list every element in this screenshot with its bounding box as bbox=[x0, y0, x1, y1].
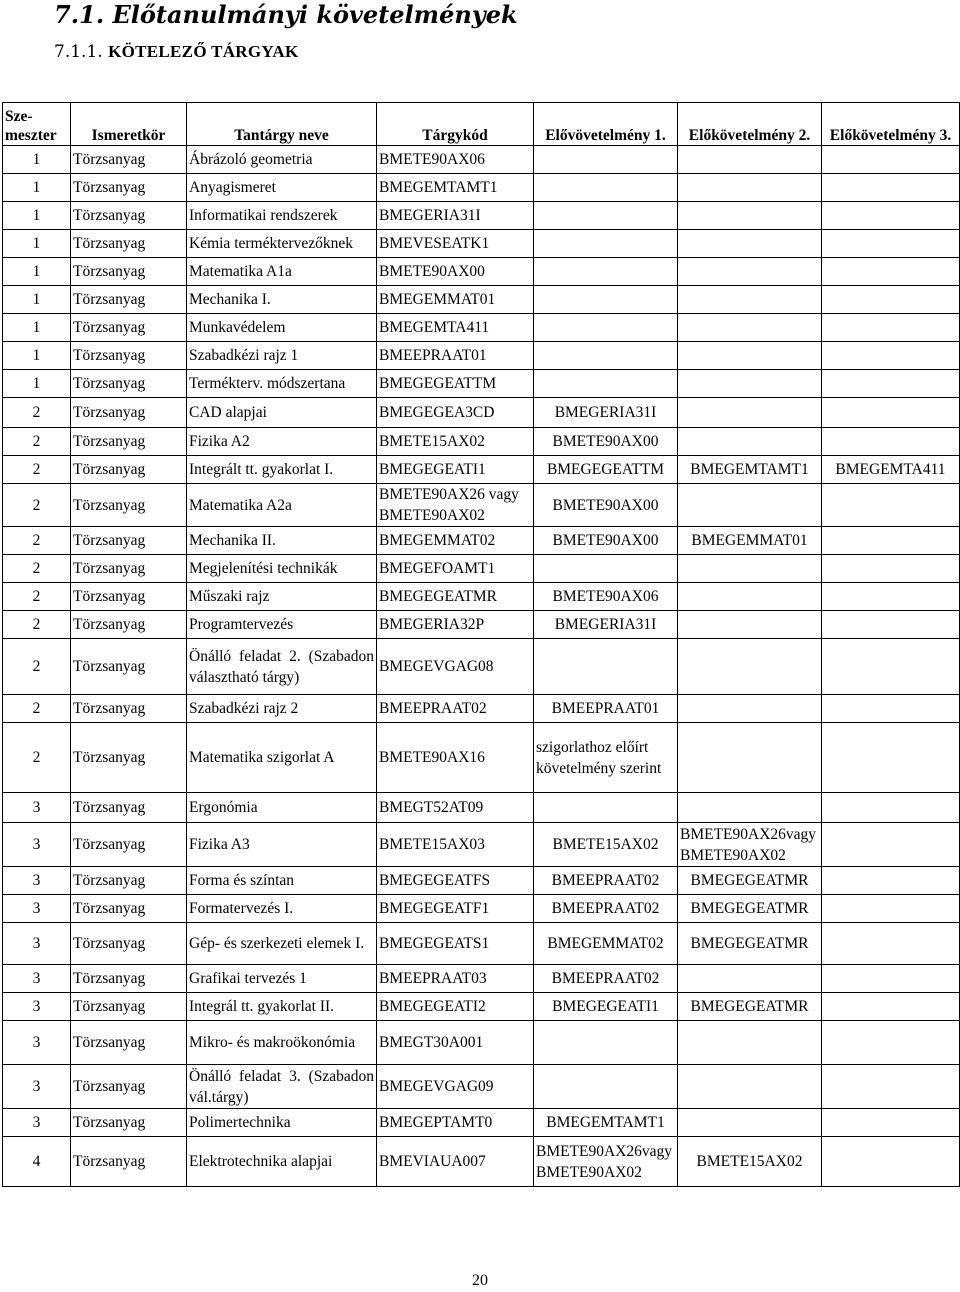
prereq-3-cell: BMEGEMTA411 bbox=[822, 456, 960, 484]
course-code-cell: BMEVIAUA007 bbox=[377, 1137, 534, 1187]
subject-area-cell: Törzsanyag bbox=[71, 398, 187, 428]
prereq-3-cell bbox=[822, 993, 960, 1021]
prereq-3-cell bbox=[822, 230, 960, 258]
prereq-3-cell bbox=[822, 398, 960, 428]
course-name-cell: CAD alapjai bbox=[187, 398, 377, 428]
subject-area-cell: Törzsanyag bbox=[71, 695, 187, 723]
header-prereq-3: Előkövetelmény 3. bbox=[822, 103, 960, 146]
semester-cell: 1 bbox=[3, 146, 71, 174]
subsection-heading bbox=[54, 42, 299, 62]
header-subject-area: Ismeretkör bbox=[71, 103, 187, 146]
prereq-3-cell bbox=[822, 174, 960, 202]
subject-area-cell: Törzsanyag bbox=[71, 370, 187, 398]
prereq-1-cell: BMETE15AX02 bbox=[534, 823, 678, 867]
table-row bbox=[3, 230, 960, 258]
semester-cell: 2 bbox=[3, 723, 71, 793]
table-row bbox=[3, 923, 960, 965]
prereq-1-cell: BMEGERIA31I bbox=[534, 611, 678, 639]
prereq-1-cell: BMEEPRAAT02 bbox=[534, 867, 678, 895]
course-code-cell: BMETE90AX06 bbox=[377, 146, 534, 174]
subject-area-cell: Törzsanyag bbox=[71, 428, 187, 456]
semester-cell: 1 bbox=[3, 258, 71, 286]
semester-cell: 3 bbox=[3, 823, 71, 867]
prereq-1-cell bbox=[534, 202, 678, 230]
prereq-1-cell: szigorlathoz előírt követelmény szerint bbox=[534, 723, 678, 793]
prereq-2-cell bbox=[678, 611, 822, 639]
semester-cell: 3 bbox=[3, 993, 71, 1021]
course-code-cell: BMEGEGEATF1 bbox=[377, 895, 534, 923]
course-name-cell: Integrál tt. gyakorlat II. bbox=[187, 993, 377, 1021]
prereq-3-cell bbox=[822, 258, 960, 286]
course-name-cell: Mikro- és makroökonómia bbox=[187, 1021, 377, 1065]
semester-cell: 3 bbox=[3, 1109, 71, 1137]
prereq-2-cell bbox=[678, 174, 822, 202]
semester-cell: 2 bbox=[3, 456, 71, 484]
prereq-3-cell bbox=[822, 793, 960, 823]
course-code-cell: BMEGT52AT09 bbox=[377, 793, 534, 823]
prereq-2-cell bbox=[678, 555, 822, 583]
subject-area-cell: Törzsanyag bbox=[71, 146, 187, 174]
subject-area-cell: Törzsanyag bbox=[71, 555, 187, 583]
semester-cell: 2 bbox=[3, 428, 71, 456]
prereq-3-cell bbox=[822, 895, 960, 923]
prereq-2-cell: BMEGEGEATMR bbox=[678, 895, 822, 923]
prereq-1-cell bbox=[534, 230, 678, 258]
course-name-cell: Kémia terméktervezőknek bbox=[187, 230, 377, 258]
subject-area-cell: Törzsanyag bbox=[71, 286, 187, 314]
subject-area-cell: Törzsanyag bbox=[71, 867, 187, 895]
prereq-1-cell bbox=[534, 314, 678, 342]
course-name-cell: Matematika A1a bbox=[187, 258, 377, 286]
prereq-3-cell bbox=[822, 527, 960, 555]
prereq-3-cell bbox=[822, 965, 960, 993]
subject-area-cell: Törzsanyag bbox=[71, 895, 187, 923]
semester-cell: 1 bbox=[3, 370, 71, 398]
semester-cell: 2 bbox=[3, 639, 71, 695]
subject-area-cell: Törzsanyag bbox=[71, 611, 187, 639]
table-row bbox=[3, 695, 960, 723]
prereq-3-cell bbox=[822, 695, 960, 723]
course-name-cell: Elektrotechnika alapjai bbox=[187, 1137, 377, 1187]
subject-area-cell: Törzsanyag bbox=[71, 527, 187, 555]
prereq-3-cell bbox=[822, 1021, 960, 1065]
course-code-cell: BMEGEGEATMR bbox=[377, 583, 534, 611]
course-code-cell: BMETE15AX02 bbox=[377, 428, 534, 456]
course-name-cell: Önálló feladat 2. (Szabadon választható tárgy) bbox=[187, 639, 377, 695]
prereq-2-cell bbox=[678, 639, 822, 695]
subject-area-cell: Törzsanyag bbox=[71, 174, 187, 202]
prereq-3-cell bbox=[822, 723, 960, 793]
header-course-code: Tárgykód bbox=[377, 103, 534, 146]
table-row bbox=[3, 583, 960, 611]
prereq-1-cell: BMEGEGEATTM bbox=[534, 456, 678, 484]
table-row bbox=[3, 370, 960, 398]
prereq-1-cell bbox=[534, 146, 678, 174]
prereq-2-cell bbox=[678, 286, 822, 314]
prereq-1-cell: BMEEPRAAT02 bbox=[534, 965, 678, 993]
prereq-2-cell bbox=[678, 146, 822, 174]
prereq-2-cell: BMEGEGEATMR bbox=[678, 923, 822, 965]
prereq-2-cell bbox=[678, 965, 822, 993]
prereq-3-cell bbox=[822, 202, 960, 230]
course-code-cell: BMEGEMTA411 bbox=[377, 314, 534, 342]
subject-area-cell: Törzsanyag bbox=[71, 639, 187, 695]
subject-area-cell: Törzsanyag bbox=[71, 923, 187, 965]
semester-cell: 1 bbox=[3, 286, 71, 314]
semester-cell: 2 bbox=[3, 611, 71, 639]
table-row bbox=[3, 174, 960, 202]
prereq-1-cell: BMETE90AX00 bbox=[534, 527, 678, 555]
prereq-3-cell bbox=[822, 428, 960, 456]
page-number: 20 bbox=[472, 1272, 488, 1289]
prereq-3-cell bbox=[822, 314, 960, 342]
table-row bbox=[3, 202, 960, 230]
table-row bbox=[3, 258, 960, 286]
subject-area-cell: Törzsanyag bbox=[71, 314, 187, 342]
prereq-1-cell bbox=[534, 639, 678, 695]
subject-area-cell: Törzsanyag bbox=[71, 793, 187, 823]
subsection-number: 7.1.1. bbox=[54, 42, 103, 62]
subject-area-cell: Törzsanyag bbox=[71, 583, 187, 611]
header-semester: Sze- meszter bbox=[3, 103, 71, 146]
semester-cell: 3 bbox=[3, 965, 71, 993]
prereq-2-cell bbox=[678, 314, 822, 342]
prereq-2-cell bbox=[678, 1109, 822, 1137]
prereq-3-cell bbox=[822, 1137, 960, 1187]
subject-area-cell: Törzsanyag bbox=[71, 456, 187, 484]
semester-cell: 3 bbox=[3, 793, 71, 823]
prereq-1-cell bbox=[534, 286, 678, 314]
prereq-3-cell bbox=[822, 583, 960, 611]
subject-area-cell: Törzsanyag bbox=[71, 723, 187, 793]
subject-area-cell: Törzsanyag bbox=[71, 1021, 187, 1065]
table-row bbox=[3, 555, 960, 583]
prereq-3-cell bbox=[822, 370, 960, 398]
header-course-name: Tantárgy neve bbox=[187, 103, 377, 146]
prereq-3-cell bbox=[822, 146, 960, 174]
prereq-2-cell bbox=[678, 342, 822, 370]
semester-cell: 2 bbox=[3, 484, 71, 527]
table-row bbox=[3, 965, 960, 993]
prereq-2-cell bbox=[678, 370, 822, 398]
prereq-1-cell bbox=[534, 342, 678, 370]
subject-area-cell: Törzsanyag bbox=[71, 823, 187, 867]
course-name-cell: Polimertechnika bbox=[187, 1109, 377, 1137]
semester-cell: 2 bbox=[3, 555, 71, 583]
prereq-3-cell bbox=[822, 611, 960, 639]
prereq-1-cell bbox=[534, 174, 678, 202]
prereq-1-cell: BMEGERIA31I bbox=[534, 398, 678, 428]
table-row bbox=[3, 428, 960, 456]
prereq-1-cell bbox=[534, 370, 678, 398]
course-code-cell: BMEGERIA32P bbox=[377, 611, 534, 639]
table-row bbox=[3, 342, 960, 370]
course-name-cell: Forma és színtan bbox=[187, 867, 377, 895]
prereq-1-cell: BMEGEMTAMT1 bbox=[534, 1109, 678, 1137]
semester-cell: 2 bbox=[3, 398, 71, 428]
subject-area-cell: Törzsanyag bbox=[71, 965, 187, 993]
semester-cell: 2 bbox=[3, 527, 71, 555]
course-code-cell: BMEGEGEATTM bbox=[377, 370, 534, 398]
prereq-1-cell: BMEEPRAAT01 bbox=[534, 695, 678, 723]
subject-area-cell: Törzsanyag bbox=[71, 1137, 187, 1187]
semester-cell: 3 bbox=[3, 1065, 71, 1109]
table-row bbox=[3, 895, 960, 923]
prereq-1-cell bbox=[534, 793, 678, 823]
prereq-3-cell bbox=[822, 1109, 960, 1137]
prereq-2-cell bbox=[678, 230, 822, 258]
course-code-cell: BMEEPRAAT01 bbox=[377, 342, 534, 370]
subject-area-cell: Törzsanyag bbox=[71, 484, 187, 527]
prereq-3-cell bbox=[822, 342, 960, 370]
table-row bbox=[3, 993, 960, 1021]
prereq-3-cell bbox=[822, 639, 960, 695]
prereq-2-cell bbox=[678, 428, 822, 456]
table-row bbox=[3, 398, 960, 428]
table-row bbox=[3, 286, 960, 314]
prereq-1-cell: BMETE90AX00 bbox=[534, 428, 678, 456]
course-name-cell: Műszaki rajz bbox=[187, 583, 377, 611]
table-header-row bbox=[3, 103, 960, 146]
course-code-cell: BMEGEGEA3CD bbox=[377, 398, 534, 428]
course-name-cell: Termékterv. módszertana bbox=[187, 370, 377, 398]
semester-cell: 2 bbox=[3, 583, 71, 611]
prereq-2-cell: BMETE90AX26vagy BMETE90AX02 bbox=[678, 823, 822, 867]
semester-cell: 1 bbox=[3, 314, 71, 342]
semester-cell: 1 bbox=[3, 230, 71, 258]
prereq-2-cell bbox=[678, 258, 822, 286]
prereq-1-cell: BMEGEGEATI1 bbox=[534, 993, 678, 1021]
prerequisites-table bbox=[2, 102, 960, 1187]
table-row bbox=[3, 456, 960, 484]
course-name-cell: Szabadkézi rajz 1 bbox=[187, 342, 377, 370]
course-name-cell: Munkavédelem bbox=[187, 314, 377, 342]
course-code-cell: BMEGEMMAT01 bbox=[377, 286, 534, 314]
course-name-cell: Mechanika II. bbox=[187, 527, 377, 555]
table-row bbox=[3, 1137, 960, 1187]
table-row bbox=[3, 527, 960, 555]
course-code-cell: BMETE90AX00 bbox=[377, 258, 534, 286]
course-code-cell: BMETE90AX16 bbox=[377, 723, 534, 793]
table-row bbox=[3, 867, 960, 895]
prereq-1-cell bbox=[534, 1065, 678, 1109]
section-number: 7.1. bbox=[54, 0, 105, 29]
prereq-3-cell bbox=[822, 286, 960, 314]
course-name-cell: Szabadkézi rajz 2 bbox=[187, 695, 377, 723]
prereq-1-cell: BMETE90AX26vagy BMETE90AX02 bbox=[534, 1137, 678, 1187]
course-name-cell: Integrált tt. gyakorlat I. bbox=[187, 456, 377, 484]
subject-area-cell: Törzsanyag bbox=[71, 1065, 187, 1109]
course-name-cell: Mechanika I. bbox=[187, 286, 377, 314]
prereq-1-cell bbox=[534, 1021, 678, 1065]
course-code-cell: BMEGEGEATFS bbox=[377, 867, 534, 895]
prereq-2-cell: BMEGEGEATMR bbox=[678, 993, 822, 1021]
semester-cell: 1 bbox=[3, 202, 71, 230]
prereq-1-cell: BMETE90AX06 bbox=[534, 583, 678, 611]
subject-area-cell: Törzsanyag bbox=[71, 342, 187, 370]
semester-cell: 1 bbox=[3, 342, 71, 370]
prereq-1-cell: BMEEPRAAT02 bbox=[534, 895, 678, 923]
course-code-cell: BMEEPRAAT02 bbox=[377, 695, 534, 723]
table-row bbox=[3, 793, 960, 823]
course-code-cell: BMEGEVGAG09 bbox=[377, 1065, 534, 1109]
subject-area-cell: Törzsanyag bbox=[71, 258, 187, 286]
course-name-cell: Ábrázoló geometria bbox=[187, 146, 377, 174]
table-row bbox=[3, 639, 960, 695]
course-name-cell: Anyagismeret bbox=[187, 174, 377, 202]
prereq-3-cell bbox=[822, 1065, 960, 1109]
course-code-cell: BMETE15AX03 bbox=[377, 823, 534, 867]
course-name-cell: Matematika A2a bbox=[187, 484, 377, 527]
semester-cell: 3 bbox=[3, 923, 71, 965]
table-row bbox=[3, 314, 960, 342]
semester-cell: 3 bbox=[3, 1021, 71, 1065]
table-row bbox=[3, 146, 960, 174]
course-code-cell: BMEGERIA31I bbox=[377, 202, 534, 230]
subject-area-cell: Törzsanyag bbox=[71, 202, 187, 230]
prereq-3-cell bbox=[822, 923, 960, 965]
course-name-cell: Fizika A2 bbox=[187, 428, 377, 456]
course-code-cell: BMEEPRAAT03 bbox=[377, 965, 534, 993]
course-code-cell: BMEGEVGAG08 bbox=[377, 639, 534, 695]
course-name-cell: Önálló feladat 3. (Szabadon vál.tárgy) bbox=[187, 1065, 377, 1109]
table-row bbox=[3, 723, 960, 793]
prereq-2-cell: BMEGEMTAMT1 bbox=[678, 456, 822, 484]
course-code-cell: BMEGEPTAMT0 bbox=[377, 1109, 534, 1137]
prereq-3-cell bbox=[822, 484, 960, 527]
semester-cell: 2 bbox=[3, 695, 71, 723]
prereq-1-cell: BMETE90AX00 bbox=[534, 484, 678, 527]
prereq-2-cell bbox=[678, 398, 822, 428]
course-code-cell: BMETE90AX26 vagy BMETE90AX02 bbox=[377, 484, 534, 527]
table-row bbox=[3, 1021, 960, 1065]
prereq-3-cell bbox=[822, 823, 960, 867]
semester-cell: 4 bbox=[3, 1137, 71, 1187]
header-prereq-1: Elővövetelmény 1. bbox=[534, 103, 678, 146]
prereq-2-cell bbox=[678, 202, 822, 230]
course-code-cell: BMEGEGEATS1 bbox=[377, 923, 534, 965]
prereq-2-cell: BMEGEMMAT01 bbox=[678, 527, 822, 555]
course-code-cell: BMEGEFOAMT1 bbox=[377, 555, 534, 583]
course-code-cell: BMEGEGEATI1 bbox=[377, 456, 534, 484]
section-title: Előtanulmányi követelmények bbox=[112, 0, 518, 29]
prereq-1-cell bbox=[534, 555, 678, 583]
section-heading bbox=[54, 0, 518, 29]
course-name-cell: Formatervezés I. bbox=[187, 895, 377, 923]
subject-area-cell: Törzsanyag bbox=[71, 1109, 187, 1137]
course-code-cell: BMEGT30A001 bbox=[377, 1021, 534, 1065]
semester-cell: 1 bbox=[3, 174, 71, 202]
table-row bbox=[3, 484, 960, 527]
semester-cell: 3 bbox=[3, 895, 71, 923]
table-row bbox=[3, 1065, 960, 1109]
prereq-2-cell bbox=[678, 583, 822, 611]
subject-area-cell: Törzsanyag bbox=[71, 230, 187, 258]
prereq-2-cell bbox=[678, 793, 822, 823]
course-code-cell: BMEVESEATK1 bbox=[377, 230, 534, 258]
table-row bbox=[3, 1109, 960, 1137]
course-name-cell: Matematika szigorlat A bbox=[187, 723, 377, 793]
table-row bbox=[3, 611, 960, 639]
prereq-3-cell bbox=[822, 867, 960, 895]
course-name-cell: Ergonómia bbox=[187, 793, 377, 823]
table-row bbox=[3, 823, 960, 867]
prereq-1-cell bbox=[534, 258, 678, 286]
prereq-2-cell: BMETE15AX02 bbox=[678, 1137, 822, 1187]
course-code-cell: BMEGEGEATI2 bbox=[377, 993, 534, 1021]
prereq-2-cell bbox=[678, 484, 822, 527]
header-prereq-2: Előkövetelmény 2. bbox=[678, 103, 822, 146]
course-name-cell: Programtervezés bbox=[187, 611, 377, 639]
course-name-cell: Informatikai rendszerek bbox=[187, 202, 377, 230]
course-name-cell: Fizika A3 bbox=[187, 823, 377, 867]
prereq-1-cell: BMEGEMMAT02 bbox=[534, 923, 678, 965]
semester-cell: 3 bbox=[3, 867, 71, 895]
course-code-cell: BMEGEMTAMT1 bbox=[377, 174, 534, 202]
subject-area-cell: Törzsanyag bbox=[71, 993, 187, 1021]
prereq-2-cell bbox=[678, 1065, 822, 1109]
course-code-cell: BMEGEMMAT02 bbox=[377, 527, 534, 555]
course-name-cell: Grafikai tervezés 1 bbox=[187, 965, 377, 993]
subsection-title: KÖTELEZŐ TÁRGYAK bbox=[108, 42, 299, 61]
prereq-3-cell bbox=[822, 555, 960, 583]
course-name-cell: Megjelenítési technikák bbox=[187, 555, 377, 583]
prereq-2-cell: BMEGEGEATMR bbox=[678, 867, 822, 895]
prereq-2-cell bbox=[678, 723, 822, 793]
prereq-2-cell bbox=[678, 1021, 822, 1065]
prereq-2-cell bbox=[678, 695, 822, 723]
course-name-cell: Gép- és szerkezeti elemek I. bbox=[187, 923, 377, 965]
